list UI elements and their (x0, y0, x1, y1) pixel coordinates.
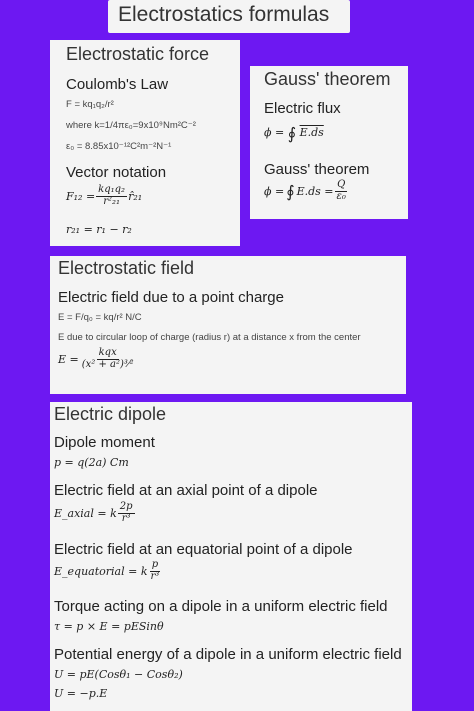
circular-loop-text: E due to circular loop of charge (radius r) at a distance x from the center (58, 332, 361, 343)
flux-integral-symbol: ∮ (287, 124, 297, 143)
point-charge-heading: Electric field due to a point charge (58, 289, 284, 306)
electrostatic-field-card (50, 256, 406, 394)
gauss-theorem-equation (264, 180, 349, 202)
relative-position-equation: r₂₁ = r₁ − r₂ (66, 223, 132, 236)
vector-eq-unit: r̂₂₁ (128, 189, 143, 203)
coulomb-heading: Coulomb's Law (66, 76, 169, 93)
electric-dipole-card (50, 402, 412, 711)
electric-flux-equation (264, 124, 324, 143)
electrostatic-force-card (50, 40, 240, 246)
axial-eq-lhs: E_axial = k (54, 506, 117, 520)
dipole-moment-equation: p = q(2a) Cm (54, 456, 129, 469)
vector-force-equation (66, 185, 142, 207)
gauss-theorem-card (250, 66, 408, 219)
field-title: Electrostatic field (58, 258, 195, 278)
loop-eq-fraction (80, 348, 136, 370)
loop-eq-numerator: kqx (98, 347, 117, 358)
axial-eq-fraction (118, 502, 135, 524)
gauss-eq-mid: E.ds = (296, 184, 334, 198)
gauss-eq-numerator: Q (337, 179, 346, 190)
dipole-title: Electric dipole (54, 404, 167, 424)
gauss-theorem-heading: Gauss' theorem (264, 161, 370, 178)
vector-eq-fraction (96, 185, 127, 207)
vector-notation-heading: Vector notation (66, 164, 167, 181)
gauss-title: Gauss' theorem (264, 69, 391, 89)
coulomb-formula: F = kq₁q₂/r² (66, 99, 114, 110)
loop-eq-denominator: (x² + a²)³⁄² (81, 358, 134, 370)
point-charge-equation: E = F/q₀ = kq/r² N/C (58, 312, 142, 323)
loop-eq-lhs: E = (58, 352, 79, 366)
equatorial-eq-denominator: r³ (150, 570, 160, 582)
gauss-eq-denominator: ε₀ (336, 190, 346, 202)
permittivity-value: ε₀ = 8.85x10⁻¹²C²m⁻²N⁻¹ (66, 141, 172, 152)
equatorial-eq-fraction (149, 560, 162, 582)
torque-heading: Torque acting on a dipole in a uniform electric field (54, 598, 388, 615)
electric-flux-heading: Electric flux (264, 100, 341, 117)
axial-field-heading: Electric field at an axial point of a dipole (54, 482, 318, 499)
coulomb-constant: where k=1/4πε₀=9x10⁹Nm²C⁻² (66, 120, 196, 131)
gauss-integral-symbol: ∮ (286, 181, 295, 201)
page-title: Electrostatics formulas (118, 3, 330, 26)
page-title-card (108, 0, 350, 33)
axial-eq-numerator: 2p (119, 501, 133, 512)
equatorial-field-heading: Electric field at an equatorial point of a dipole (54, 541, 353, 558)
gauss-eq-fraction (335, 180, 348, 202)
vector-eq-numerator: kq₁q₂ (98, 184, 126, 195)
potential-energy-equation-1: U = pE(Cosθ₁ − Cosθ₂) (54, 668, 183, 681)
potential-energy-heading: Potential energy of a dipole in a uniform electric field (54, 646, 402, 663)
flux-eq-rhs: E.ds (299, 126, 324, 139)
axial-eq-denominator: r³ (121, 512, 131, 524)
gauss-eq-lhs: ϕ = (264, 184, 285, 198)
vector-eq-lhs: F₁₂ = (66, 189, 96, 203)
equatorial-eq-lhs: E_equatorial = k (54, 564, 148, 578)
flux-eq-lhs: ϕ = (264, 126, 285, 139)
equatorial-field-equation (54, 560, 162, 582)
torque-equation: τ = p × E = pESinθ (54, 620, 164, 633)
vector-eq-denominator: r²₂₁ (103, 195, 121, 207)
dipole-moment-heading: Dipole moment (54, 434, 155, 451)
force-title: Electrostatic force (66, 44, 210, 64)
equatorial-eq-numerator: p (151, 559, 159, 570)
axial-field-equation (54, 502, 136, 524)
potential-energy-equation-2: U = −p.E (54, 687, 108, 700)
circular-loop-equation (58, 348, 137, 370)
